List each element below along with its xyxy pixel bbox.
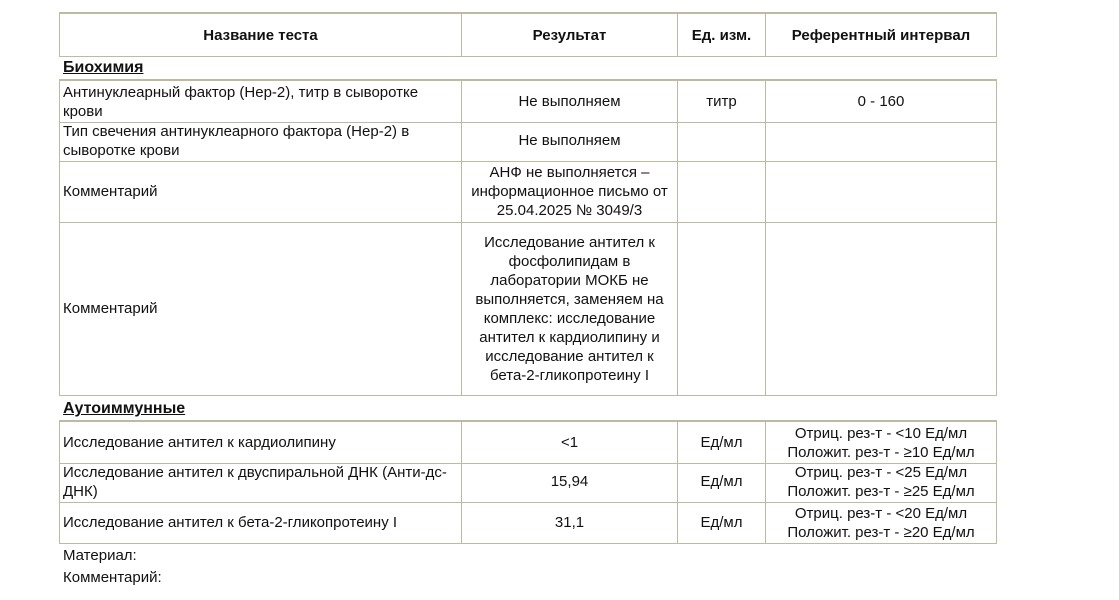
cell-unit — [677, 120, 765, 161]
cell-unit — [677, 222, 765, 395]
cell-result: <1 — [461, 422, 677, 463]
cell-unit: Ед/мл — [677, 461, 765, 502]
table-row — [59, 502, 997, 544]
cell-name: Комментарий — [59, 222, 461, 395]
cell-result: АНФ не выполняется – информационное письмо от 25.04.2025 № 3049/3 — [461, 161, 677, 222]
header-test-name: Название теста — [59, 14, 461, 56]
cell-ref: Отриц. рез-т - <25 Ед/мл Положит. рез-т - ≥25 Ед/мл — [765, 461, 997, 502]
cell-ref — [765, 222, 997, 395]
cell-name: Комментарий — [59, 161, 461, 222]
comment-label: Комментарий: — [63, 569, 162, 586]
table-row — [59, 161, 997, 223]
cell-name: Антинуклеарный фактор (Hep-2), титр в сыворотке крови — [59, 81, 461, 122]
cell-ref: 0 - 160 — [765, 81, 997, 122]
material-label: Материал: — [63, 547, 137, 564]
cell-unit: Ед/мл — [677, 422, 765, 463]
cell-name: Тип свечения антинуклеарного фактора (Hep-2) в сыворотке крови — [59, 120, 461, 161]
cell-ref: Отриц. рез-т - <10 Ед/мл Положит. рез-т - ≥10 Ед/мл — [765, 422, 997, 463]
header-reference: Референтный интервал — [765, 14, 997, 56]
cell-name: Исследование антител к кардиолипину — [59, 422, 461, 463]
cell-result: 31,1 — [461, 502, 677, 543]
cell-name: Исследование антител к бета-2-гликопротеину I — [59, 502, 461, 543]
cell-unit: титр — [677, 81, 765, 122]
cell-result: Не выполняем — [461, 120, 677, 161]
section-title: Биохимия — [63, 59, 144, 76]
table-row — [59, 79, 997, 123]
table-row — [59, 120, 997, 162]
section-title: Аутоиммунные — [63, 400, 186, 417]
cell-ref — [765, 161, 997, 222]
table-row — [59, 461, 997, 503]
cell-result: Не выполняем — [461, 81, 677, 122]
cell-result: 15,94 — [461, 461, 677, 502]
cell-name: Исследование антител к двуспиральной ДНК (Анти-дс-ДНК) — [59, 461, 461, 502]
cell-unit — [677, 161, 765, 222]
table-row — [59, 222, 997, 396]
cell-unit: Ед/мл — [677, 502, 765, 543]
cell-ref: Отриц. рез-т - <20 Ед/мл Положит. рез-т - ≥20 Ед/мл — [765, 502, 997, 543]
table-header — [59, 12, 997, 57]
header-result: Результат — [461, 14, 677, 56]
table-row — [59, 420, 997, 464]
cell-ref — [765, 120, 997, 161]
cell-result: Исследование антител к фосфолипидам в лаборатории МОКБ не выполняется, заменяем на комплекс: исследование антител к кардиолипину и исследование антител к бета-2-гликопротеину I — [461, 222, 677, 395]
header-unit: Ед. изм. — [677, 14, 765, 56]
